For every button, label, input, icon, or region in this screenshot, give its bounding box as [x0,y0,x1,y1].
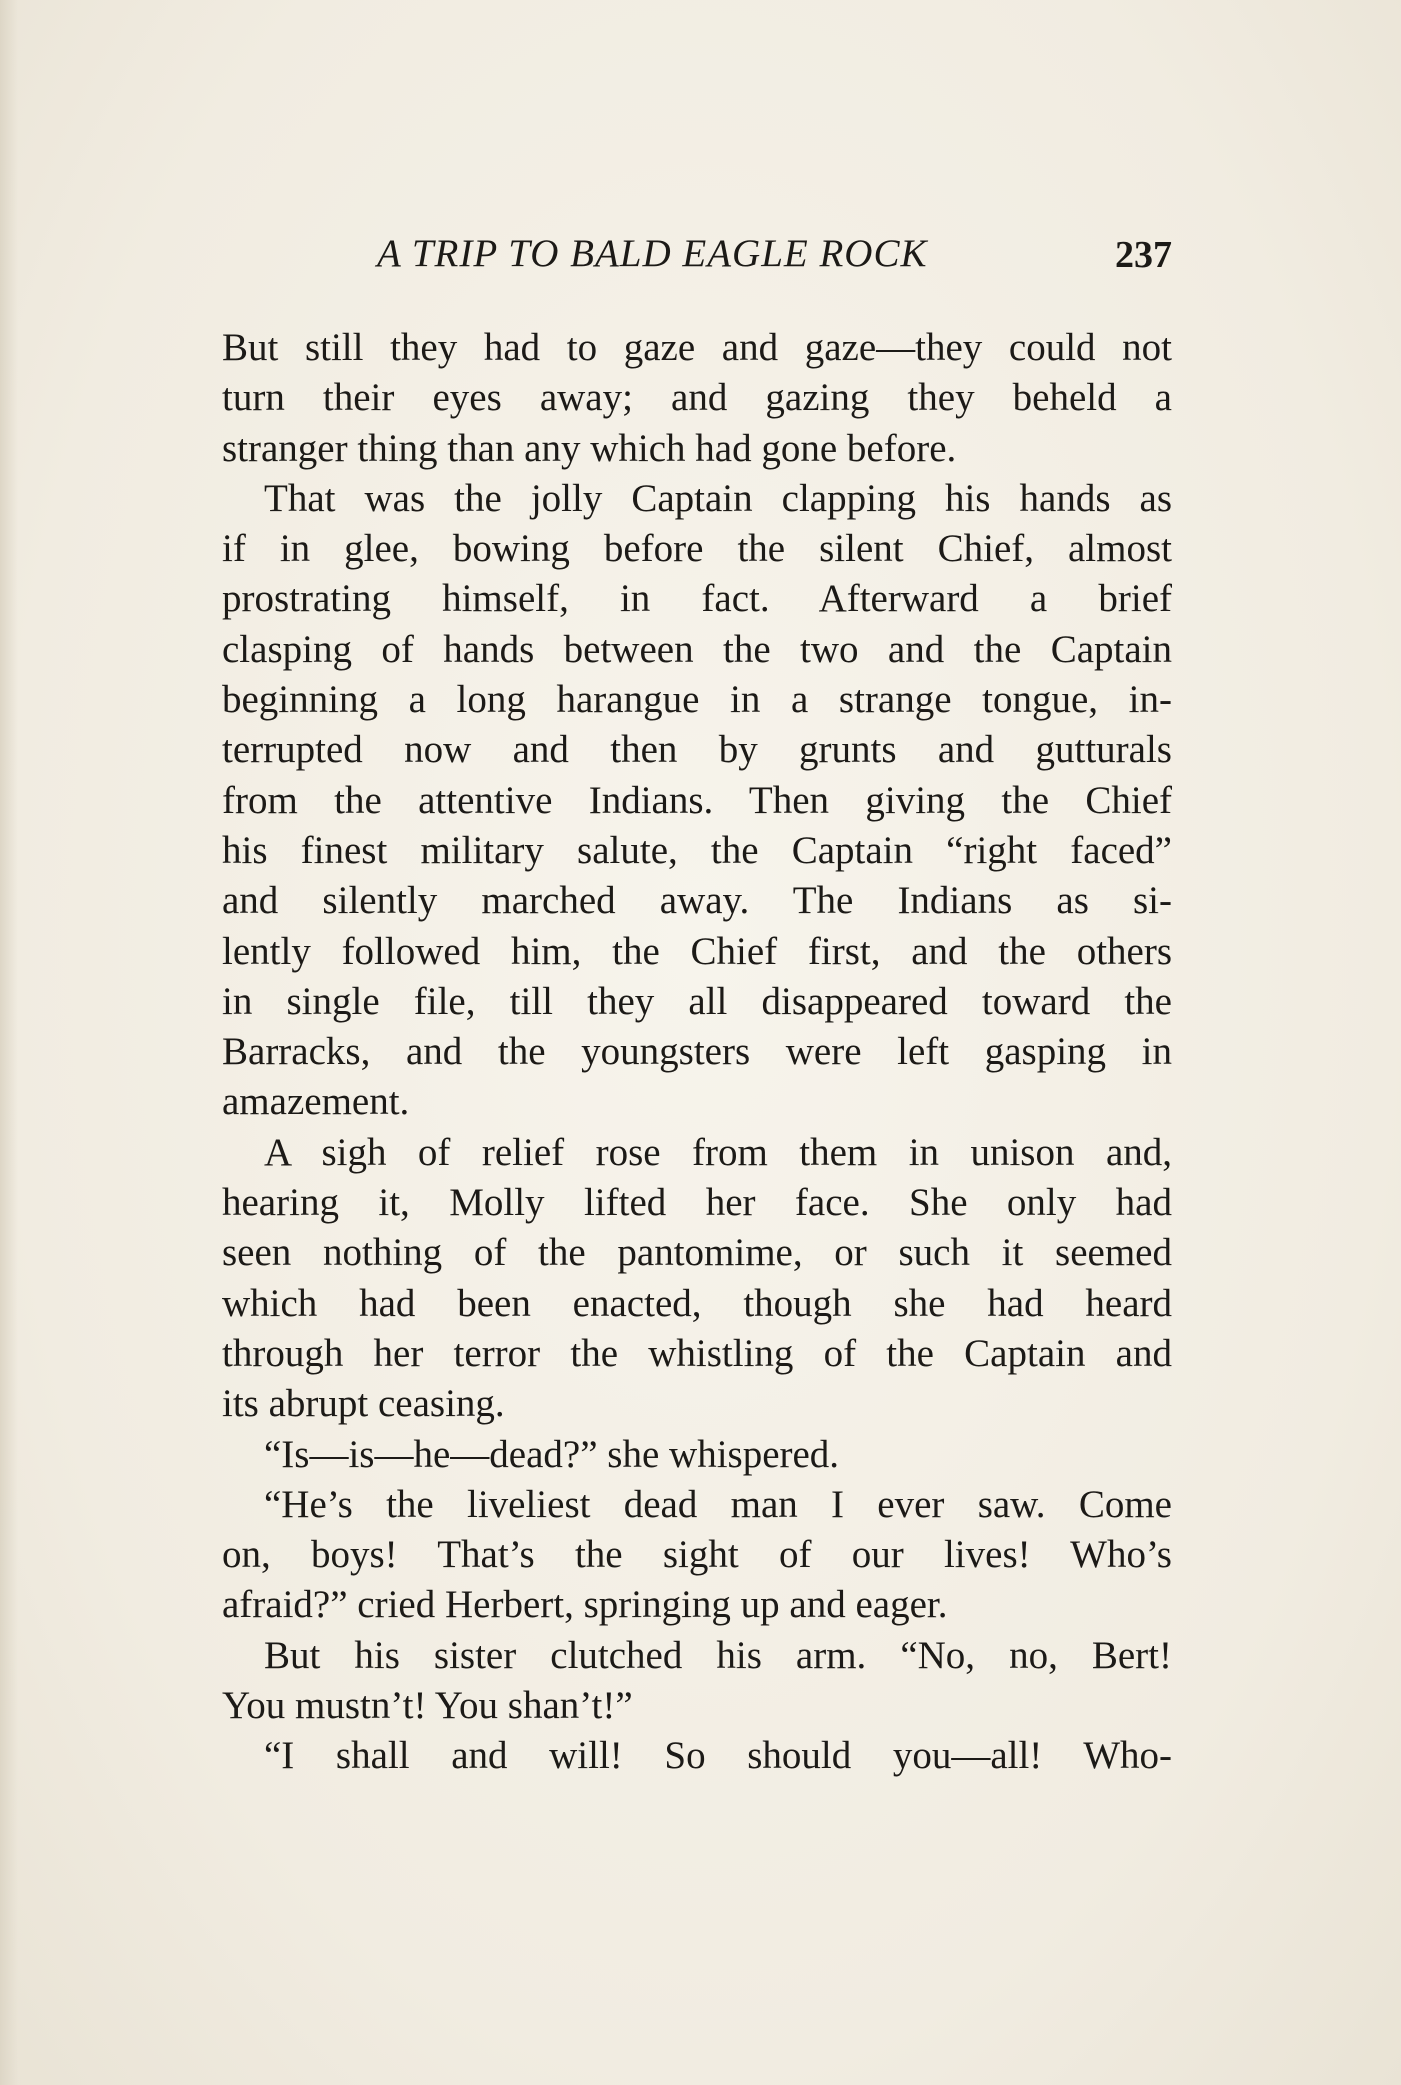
paragraph [222,1631,1172,1732]
text-line: You mustn’t! You shan’t!” [222,1684,633,1728]
paragraph [222,474,1172,1128]
page-gutter-edge [0,0,18,2085]
text-line: his finest military salute, the Captain “right faced” [222,828,1172,872]
text-line: which had been enacted, though she had heard [222,1281,1172,1325]
text-line: terrupted now and then by grunts and gutturals [222,728,1172,772]
text-line: A sigh of relief rose from them in unison and, [264,1130,1172,1174]
text-line: through her terror the whistling of the Captain and [222,1331,1172,1375]
paragraph [222,323,1172,474]
paragraph [222,1480,1172,1631]
paragraph [222,1731,1172,1781]
text-line: But still they had to gaze and gaze—they could not [222,326,1172,369]
paragraph [222,1430,1172,1480]
text-line: But his sister clutched his arm. “No, no, Bert! [264,1633,1172,1677]
text-line: afraid?” cried Herbert, springing up and eager. [222,1583,948,1627]
page-header [222,231,1172,291]
text-line: in single file, till they all disappeared toward the [222,979,1172,1023]
text-line: its abrupt ceasing. [222,1382,505,1426]
text-line: beginning a long harangue in a strange tongue, in- [222,678,1172,722]
text-line: lently followed him, the Chief first, and the others [222,929,1172,973]
text-line: That was the jolly Captain clapping his hands as [264,476,1172,520]
text-line: prostrating himself, in fact. Afterward a brief [222,577,1172,621]
text-line: on, boys! That’s the sight of our lives! Who’s [222,1533,1172,1577]
text-line: stranger thing than any which had gone before. [222,426,957,470]
text-line: amazement. [222,1080,410,1124]
text-line: “I shall and will! So should you—all! Who- [264,1734,1172,1778]
text-line: turn their eyes away; and gazing they beheld a [222,376,1172,420]
text-line: “Is—is—he—dead?” she whispered. [264,1432,840,1476]
page-number: 237 [1115,234,1172,276]
text-line: and silently marched away. The Indians as si- [222,879,1172,923]
text-line: seen nothing of the pantomime, or such it seemed [222,1231,1172,1275]
paragraph [222,1128,1172,1430]
running-title: A TRIP TO BALD EAGLE ROCK [377,232,928,275]
text-line: hearing it, Molly lifted her face. She only had [222,1181,1172,1225]
text-line: “He’s the liveliest dead man I ever saw. Come [264,1482,1172,1526]
text-line: clasping of hands between the two and the Captain [222,627,1172,671]
body-text [222,323,1172,1782]
text-line: if in glee, bowing before the silent Chief, almost [222,527,1172,571]
text-line: Barracks, and the youngsters were left gasping in [222,1030,1172,1074]
text-line: from the attentive Indians. Then giving the Chief [222,778,1172,822]
